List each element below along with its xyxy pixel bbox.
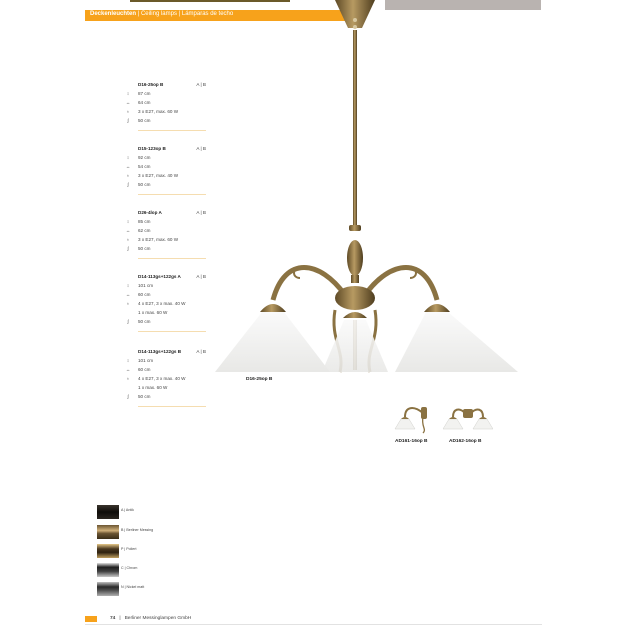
chain-icon: ∫ — [127, 394, 129, 399]
page-number: 74 — [110, 616, 116, 621]
spec-model: D26-4lop A — [138, 210, 162, 215]
wall-lamp-1-image — [393, 403, 435, 435]
header-title-de: Deckenleuchten — [90, 11, 137, 17]
spec-model: D16-25op B — [138, 82, 164, 87]
chain-icon: ∫ — [127, 182, 129, 187]
chain-icon: ∫ — [127, 118, 129, 123]
spec-block-5: D14-113gs+122gs B A | B ↕ 101 cm ↔ 60 cm ♁ 4 x E27, 3 x max. 40 W 1 x max. 60 W ∫ 50 cm — [118, 347, 206, 407]
chain-icon: ∫ — [127, 319, 129, 324]
chandelier-image — [215, 0, 545, 390]
spec-block-3: D26-4lop A A | B ↕ 85 cm ↔ 62 cm ♁ 3 x E27, max. 60 W ∫ 50 cm — [118, 208, 206, 259]
spec-model: D15-123op B — [138, 146, 166, 151]
divider — [138, 130, 206, 131]
spec-finish: A | B — [196, 349, 206, 354]
width-icon: ↔ — [125, 228, 131, 233]
divider — [138, 258, 206, 259]
divider — [138, 331, 206, 332]
finish-swatch-chrom — [97, 563, 119, 577]
divider — [138, 406, 206, 407]
height-icon: ↕ — [126, 358, 130, 363]
spec-block-2: D15-123op B A | B ↕ 92 cm ↔ 54 cm ♁ 3 x E27, max. 40 W ∫ 50 cm — [118, 144, 206, 195]
spec-finish: A | B — [196, 146, 206, 151]
wall-lamp-1-label: AD161-16op B — [395, 439, 428, 444]
height-icon: ↕ — [126, 283, 130, 288]
company-name: Berliner Messinglampen GmbH — [124, 616, 192, 621]
width-icon: ↔ — [125, 164, 131, 169]
finish-swatch-berliner-messing — [97, 525, 119, 539]
finish-swatch-antik — [97, 505, 119, 519]
finish-swatch-poliert — [97, 544, 119, 558]
width-icon: ↔ — [125, 367, 131, 372]
footer: 74 | Berliner Messinglampen GmbH — [110, 616, 192, 621]
header-title-es: Lámparas de techo — [181, 11, 234, 17]
chain-icon: ∫ — [127, 246, 129, 251]
finish-swatch-nickel-matt — [97, 582, 119, 596]
wall-lamp-2-label: AD162-16op B — [449, 439, 482, 444]
bulb-icon: ♁ — [126, 173, 130, 178]
bulb-icon: ♁ — [126, 109, 130, 114]
height-icon: ↕ — [126, 219, 130, 224]
footer-accent — [85, 616, 97, 622]
spec-model: D14-113gs+122gs A — [138, 274, 181, 279]
spec-finish: A | B — [196, 210, 206, 215]
spec-model: D14-113gs+122gs B — [138, 349, 182, 354]
header-title-en: Ceiling lamps — [140, 11, 177, 17]
spec-block-1: D16-25op B A | B ↕ 87 cm ↔ 64 cm ♁ 3 x E27, max. 60 W ∫ 50 cm — [118, 80, 206, 131]
bulb-icon: ♁ — [126, 237, 130, 242]
main-product-label: D16-25op B — [246, 377, 273, 382]
bulb-icon: ♁ — [126, 376, 130, 381]
spec-finish: A | B — [196, 274, 206, 279]
wall-lamp-2-image — [443, 403, 493, 435]
bulb-icon: ♁ — [126, 301, 130, 306]
width-icon: ↔ — [125, 100, 131, 105]
height-icon: ↕ — [126, 155, 130, 160]
footer-divider — [85, 624, 542, 625]
divider — [138, 194, 206, 195]
spec-finish: A | B — [196, 82, 206, 87]
width-icon: ↔ — [125, 292, 131, 297]
height-icon: ↕ — [126, 91, 130, 96]
spec-block-4: D14-113gs+122gs A A | B ↕ 101 cm ↔ 60 cm ♁ 4 x E27, 3 x max. 40 W 1 x max. 60 W ∫ 50 cm — [118, 272, 206, 332]
section-header: Deckenleuchten | Ceiling lamps | Lámparas de techo — [90, 11, 234, 17]
